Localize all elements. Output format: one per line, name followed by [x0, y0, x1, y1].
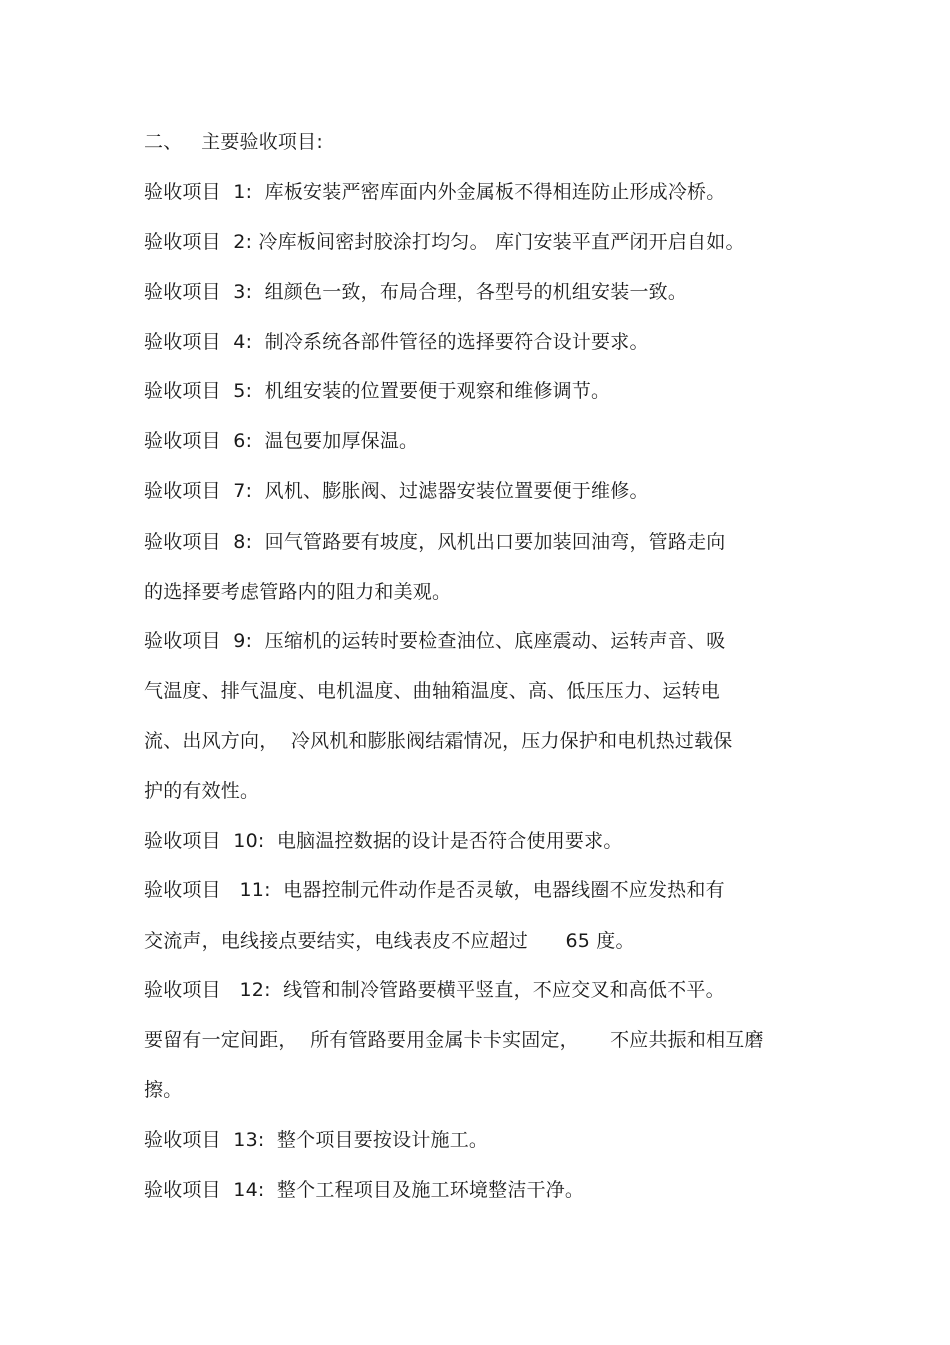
- text-line: 验收项目 2: 冷库板间密封胶涂打均匀。 库门安装平直严闭开启自如。: [144, 231, 745, 253]
- text-line: 要留有一定间距， 所有管路要用金属卡卡实固定， 不应共振和相互磨: [144, 1029, 764, 1051]
- text-line: 交流声，电线接点要结实，电线表皮不应超过 65 度。: [144, 930, 635, 952]
- text-line: 验收项目 7: 风机、膨胀阀、过滤器安装位置要便于维修。: [144, 480, 649, 502]
- text-line: 验收项目 8: 回气管路要有坡度，风机出口要加装回油弯，管路走向: [144, 531, 726, 553]
- text-line: 擦。: [144, 1079, 183, 1101]
- text-line: 验收项目 5: 机组安装的位置要便于观察和维修调节。: [144, 380, 611, 402]
- text-line: 验收项目 14: 整个工程项目及施工环境整洁干净。: [144, 1179, 585, 1201]
- text-line: 验收项目 9: 压缩机的运转时要检查油位、底座震动、运转声音、吸: [144, 630, 726, 652]
- text-line: 气温度、排气温度、电机温度、曲轴箱温度、高、低压压力、运转电: [144, 680, 721, 702]
- text-line: 验收项目 4: 制冷系统各部件管径的选择要符合设计要求。: [144, 331, 649, 353]
- text-line: 验收项目 13: 整个项目要按设计施工。: [144, 1129, 489, 1151]
- text-line: 验收项目 12: 线管和制冷管路要横平竖直，不应交叉和高低不平。: [144, 979, 725, 1001]
- text-line: 流、出风方向， 冷风机和膨胀阀结霜情况，压力保护和电机热过载保: [144, 730, 733, 752]
- text-line: 验收项目 1: 库板安装严密库面内外金属板不得相连防止形成冷桥。: [144, 181, 726, 203]
- text-line: 验收项目 10: 电脑温控数据的设计是否符合使用要求。: [144, 830, 623, 852]
- text-line: 验收项目 11: 电器控制元件动作是否灵敏，电器线圈不应发热和有: [144, 879, 725, 901]
- section-heading: 二、 主要验收项目:: [144, 131, 323, 153]
- text-line: 验收项目 3: 组颜色一致，布局合理，各型号的机组安装一致。: [144, 281, 688, 303]
- text-line: 的选择要考虑管路内的阻力和美观。: [144, 581, 452, 603]
- text-line: 验收项目 6: 温包要加厚保温。: [144, 430, 419, 452]
- text-line: 护的有效性。: [144, 780, 260, 802]
